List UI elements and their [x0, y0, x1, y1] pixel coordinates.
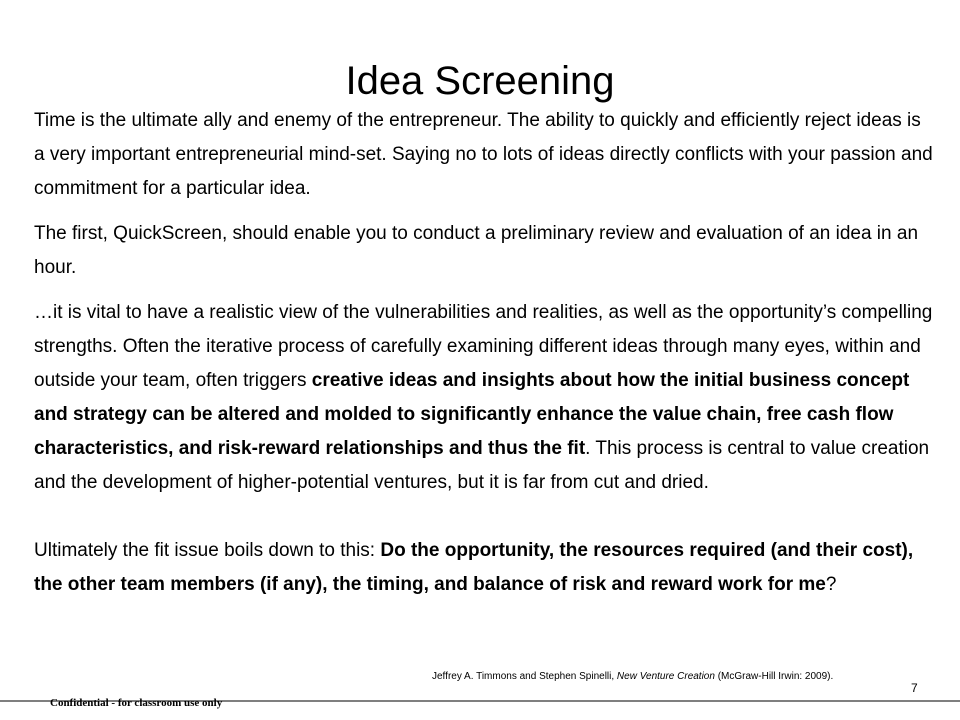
- paragraph-realistic-view-text-2: . This process is central to value creation and the development of higher-potential ventures, but it is far from cut and dried.: [34, 438, 930, 493]
- paragraph-realistic-view-bold: creative ideas and insights about how the initial business concept and strategy can be altered and molded to significantly enhance the value chain, free cash flow characteristics, and risk-reward relationships and thus the fit: [34, 370, 910, 459]
- paragraph-realistic-view: [34, 296, 934, 500]
- citation-publisher: (McGraw-Hill Irwin: 2009).: [714, 671, 834, 682]
- paragraph-fit-issue: [34, 534, 934, 602]
- citation-authors: Jeffrey A. Timmons and Stephen Spinelli,: [432, 671, 617, 682]
- citation-book-title: New Venture Creation: [616, 671, 715, 682]
- paragraph-fit-issue-bold: Do the opportunity, the resources required (and their cost), the other team members (if any), the timing, and balance of risk and reward work for me: [34, 540, 914, 595]
- paragraph-fit-issue-text-2: ?: [825, 574, 837, 595]
- slide-title: Idea Screening: [345, 58, 615, 103]
- citation: [432, 671, 833, 683]
- paragraph-time: Time is the ultimate ally and enemy of the entrepreneur. The ability to quickly and efficiently reject ideas is a very important entrepreneurial mind-set. Saying no to lots of ideas directly conflicts with your passion and commitment for a particular idea.: [34, 110, 933, 199]
- page-number: 7: [911, 681, 918, 695]
- paragraph-fit-issue-text-1: Ultimately the fit issue boils down to this:: [34, 540, 381, 561]
- paragraph-realistic-view-text-1: …it is vital to have a realistic view of the vulnerabilities and realities, as well as the opportunity’s compelling strengths. Often the iterative process of carefully examining different ideas through many eyes, within and outside your team, often triggers: [34, 302, 933, 391]
- paragraph-quickscreen: The first, QuickScreen, should enable you to conduct a preliminary review and evaluation of an idea in an hour.: [34, 223, 919, 278]
- confidential-footer: Confidential - for classroom use only: [50, 697, 223, 709]
- slide-body: [34, 104, 934, 602]
